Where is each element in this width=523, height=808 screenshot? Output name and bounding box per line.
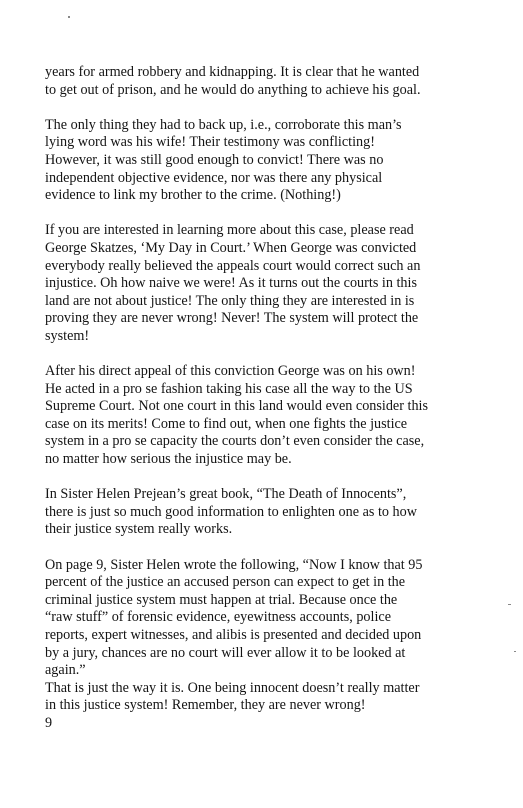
text-line: That is just the way it is. One being innocent doesn’t really matter	[45, 679, 420, 696]
text-line: case on its merits! Come to find out, when one fights the justice	[45, 415, 408, 432]
scan-speck	[514, 651, 516, 652]
text-line: lying word was his wife! Their testimony was conflicting!	[45, 134, 375, 151]
text-line: again.”	[45, 662, 86, 679]
text-line: independent objective evidence, nor was there any physical	[45, 169, 383, 186]
text-line: The only thing they had to back up, i.e., corroborate this man’s	[45, 116, 402, 133]
text-line: system!	[45, 327, 90, 344]
text-line: years for armed robbery and kidnapping. It is clear that he wanted	[45, 64, 420, 80]
text-line: “raw stuff” of forensic evidence, eyewitness accounts, police	[45, 609, 392, 626]
paragraph-2	[45, 117, 465, 205]
paragraph-5	[45, 486, 465, 539]
body-text	[45, 64, 465, 733]
page-number: 9	[45, 714, 53, 731]
text-line: Supreme Court. Not one court in this land would even consider this	[45, 398, 429, 415]
text-line: After his direct appeal of this conviction George was on his own!	[45, 363, 416, 380]
text-line: by a jury, chances are no court will ever allow it to be looked at	[45, 644, 406, 661]
paragraph-7	[45, 680, 465, 715]
text-line: He acted in a pro se fashion taking his case all the way to the US	[45, 380, 413, 397]
text-line: criminal justice system must happen at trial. Because once the	[45, 591, 398, 608]
scan-speck	[68, 16, 70, 18]
paragraph-4	[45, 363, 465, 469]
text-line: evidence to link my brother to the crime. (Nothing!)	[45, 187, 341, 204]
text-line: However, it was still good enough to convict! There was no	[45, 151, 384, 168]
scan-speck	[508, 604, 511, 605]
text-line: no matter how serious the injustice may be.	[45, 451, 292, 468]
text-line: in this justice system! Remember, they are never wrong!	[45, 697, 366, 714]
text-line: everybody really believed the appeals court would correct such an	[45, 257, 421, 274]
text-line: On page 9, Sister Helen wrote the following, “Now I know that 95	[45, 556, 423, 573]
paragraph-6	[45, 557, 465, 680]
text-line: injustice. Oh how naive we were! As it turns out the courts in this	[45, 275, 417, 292]
text-line: system in a pro se capacity the courts don’t even consider the case,	[45, 433, 425, 450]
text-line: there is just so much good information to enlighten one as to how	[45, 503, 417, 520]
text-line: reports, expert witnesses, and alibis is presented and decided upon	[45, 627, 422, 643]
text-line: their justice system really works.	[45, 521, 233, 538]
text-line: land are not about justice! The only thing they are interested in is	[45, 292, 415, 309]
text-line: percent of the justice an accused person can expect to get in the	[45, 574, 406, 591]
text-line: In Sister Helen Prejean’s great book, “The Death of Innocents”,	[45, 486, 407, 503]
text-line: George Skatzes, ‘My Day in Court.’ When George was convicted	[45, 239, 417, 256]
text-line: proving they are never wrong! Never! The system will protect the	[45, 310, 419, 327]
paragraph-3	[45, 222, 465, 345]
paragraph-1	[45, 64, 465, 99]
text-line: to get out of prison, and he would do anything to achieve his goal.	[45, 81, 421, 98]
text-line: If you are interested in learning more about this case, please read	[45, 222, 414, 239]
